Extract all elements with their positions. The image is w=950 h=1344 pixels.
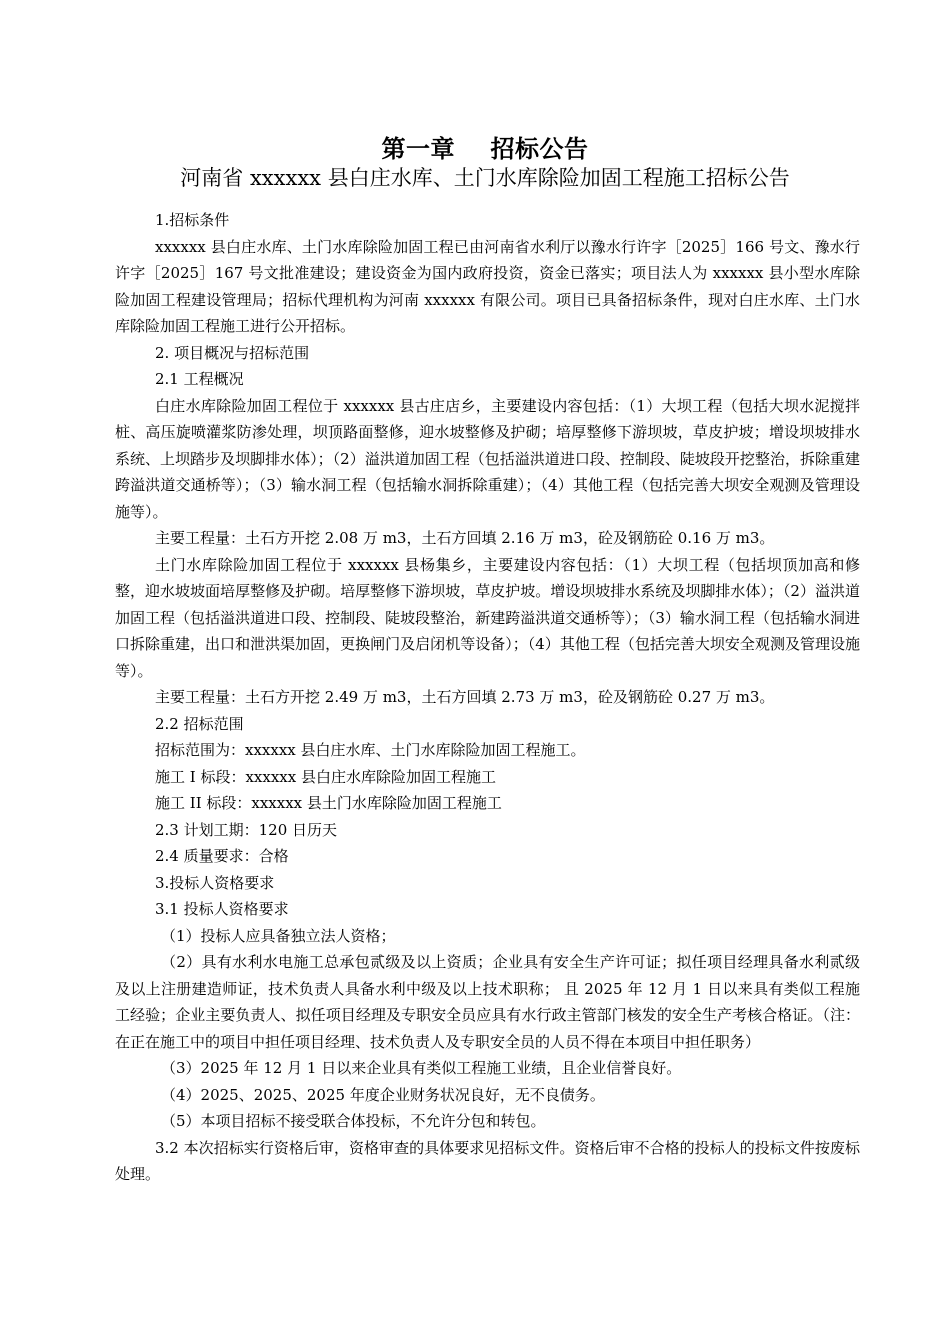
paragraph: 主要工程量：土石方开挖 2.49 万 m3，土石方回填 2.73 万 m3，砼及钢筋砼 0.27 万 m3。 <box>155 688 775 706</box>
paragraph: （5）本项目招标不接受联合体投标，不允许分包和转包。 <box>161 1112 546 1130</box>
paragraph: 招标范围为：xxxxxx 县白庄水库、土门水库除险加固工程施工。 <box>155 741 586 759</box>
paragraph: 1.招标条件 <box>155 211 230 229</box>
paragraph: xxxxxx 县白庄水库、土门水库除险加固工程已由河南省水利厅以豫水行许字［2025］166 号文、豫水行许字［2025］167 号文批准建设；建设资金为国内政府投资，资金已落实；项目法人为 xxxxxx 县小型水库除险加固工程建设管理局；招标代理机构为河南 xxxxxx 有限公司。项目已具备招标条件，现对白庄水库、土门水库除险加固工程施工进行公开招标。 <box>115 237 860 335</box>
paragraph: （3）2025 年 12 月 1 日以来企业具有类似工程施工业绩，且企业信誉良好。 <box>161 1059 682 1077</box>
document-body <box>115 207 860 1188</box>
paragraph: 3.投标人资格要求 <box>155 873 275 892</box>
paragraph: 施工 I 标段：xxxxxx 县白庄水库除险加固工程施工 <box>155 767 496 786</box>
paragraph: 土门水库除险加固工程位于 xxxxxx 县杨集乡，主要建设内容包括：（1）大坝工程（包括坝顶加高和修整，迎水坡坡面培厚整修及护砌。培厚整修下游坝坡，草皮护坡。增设坝坡排水系统及坝脚排水体）；（2）溢洪道加固工程（包括溢洪道进口段、控制段、陡坡段整治，新建跨溢洪道交通桥等）；（3）输水洞工程（包括输水洞进口拆除重建，出口和泄洪渠加固，更换闸门及启闭机等设备）；（4）其他工程（包括完善大坝安全观测及管理设施等）。 <box>115 555 860 680</box>
paragraph: 2.3 计划工期：120 日历天 <box>155 820 338 839</box>
paragraph: 2. 项目概况与招标范围 <box>155 343 310 362</box>
paragraph: （4）2025、2025、2025 年度企业财务状况良好，无不良债务。 <box>161 1085 605 1104</box>
paragraph: 主要工程量：土石方开挖 2.08 万 m3，土石方回填 2.16 万 m3，砼及钢筋砼 0.16 万 m3。 <box>155 529 775 547</box>
paragraph: 2.2 招标范围 <box>155 714 244 733</box>
paragraph: 施工 II 标段：xxxxxx 县土门水库除险加固工程施工 <box>155 794 502 812</box>
paragraph: 2.1 工程概况 <box>155 370 244 388</box>
chapter-title: 第一章 招标公告 <box>381 134 589 163</box>
paragraph: （1）投标人应具备独立法人资格； <box>161 926 396 945</box>
paragraph: 3.1 投标人资格要求 <box>155 900 289 918</box>
paragraph: （2）具有水利水电施工总承包贰级及以上资质；企业具有安全生产许可证；拟任项目经理具备水利贰级及以上注册建造师证，技术负责人具备水利中级及以上技术职称； 且 2025 年 12 月 1 日以来具有类似工程施工经验；企业主要负责人、拟任项目经理及专职安全员应具有水行政主管部门核发的安全生产考核合格证。（注：在正在施工中的项目中担任项目经理、技术负责人及专职安全员的人员不得在本项目中担任职务） <box>115 953 860 1051</box>
paragraph: 3.2 本次招标实行资格后审，资格审查的具体要求见招标文件。资格后审不合格的投标人的投标文件按废标处理。 <box>115 1138 860 1183</box>
notice-title: 河南省 xxxxxx 县白庄水库、土门水库除险加固工程施工招标公告 <box>180 166 790 190</box>
paragraph: 2.4 质量要求：合格 <box>155 847 289 865</box>
paragraph: 白庄水库除险加固工程位于 xxxxxx 县古庄店乡，主要建设内容包括：（1）大坝工程（包括大坝水泥搅拌桩、高压旋喷灌浆防渗处理，坝顶路面整修，迎水坡整修及护砌；培厚整修下游坝坡，草皮护坡；增设坝坡排水系统、上坝踏步及坝脚排水体）；（2）溢洪道加固工程（包括溢洪道进口段、控制段、陡坡段开挖整治，拆除重建跨溢洪道交通桥等）；（3）输水洞工程（包括输水洞拆除重建）；（4）其他工程（包括完善大坝安全观测及管理设施等）。 <box>115 396 860 521</box>
